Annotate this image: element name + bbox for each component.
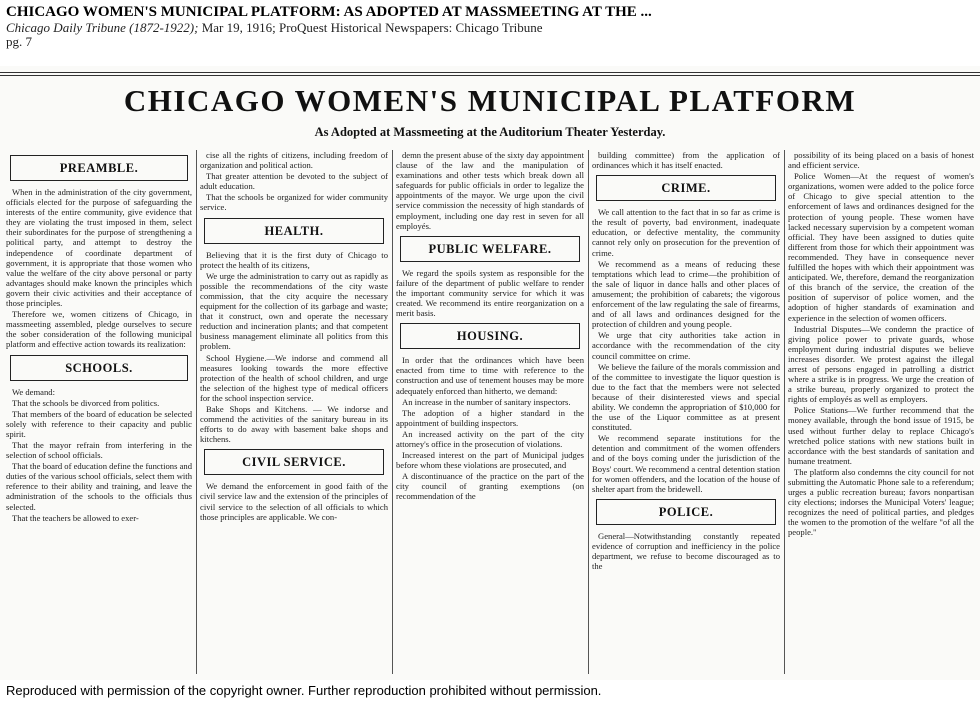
article-paragraph: That the teachers be allowed to exer- bbox=[12, 512, 139, 523]
article-paragraph: We recommend separate institutions for the detention and commitment of the women offenders and of the boys coming under the jurisdiction of the Boys' court. We recommend a central detention station for women offenders, and the location of the house of shelter apart from the bridewell. bbox=[592, 433, 780, 494]
article-paragraph: The adoption of a higher standard in the appointment of building inspectors. bbox=[396, 407, 584, 428]
section-heading: PUBLIC WELFARE. bbox=[400, 236, 580, 262]
article-paragraph: cise all the rights of citizens, including freedom of organization and political action. bbox=[200, 150, 388, 171]
article-paragraph: The platform also condemns the city council for not submitting the Automatic Phone sale to a referendum; urges a public recreation bureau; favors nonpartisan city elections; indorses the Municipal Voters' league; recognizes the need of political parties, and pledges the women to the promotion of the welfare "of all the people." bbox=[788, 466, 974, 538]
article-paragraph: Therefore we, women citizens of Chicago, in massmeeting assembled, pledge ourselves to secure the sober consideration of the following municipal platform and effective action towards its realization: bbox=[6, 309, 192, 350]
article-headline: CHICAGO WOMEN'S MUNICIPAL PLATFORM bbox=[123, 83, 857, 118]
top-rule-thin bbox=[0, 75, 980, 76]
section-heading: HOUSING. bbox=[400, 323, 580, 349]
article-paragraph: In order that the ordinances which have been enacted from time to time with reference to the construction and use of tenement houses may be more adequately enforced than hitherto, we demand: bbox=[396, 355, 584, 396]
column-divider bbox=[588, 150, 589, 674]
citation-header bbox=[6, 4, 966, 49]
article-paragraph: Industrial Disputes—We condemn the practice of giving police power to private guards, whose employment during industrial disputes we believe increases disorder. We protest against the illegal arrest of persons engaged in patrolling a district where a strike is in progress. We urge the creation of a strike bureau, properly organized to protect the rights of employés as well as employers. bbox=[788, 323, 974, 405]
column-divider bbox=[196, 150, 197, 674]
citation-title: CHICAGO WOMEN'S MUNICIPAL PLATFORM: AS ADOPTED AT MASSMEETING AT THE ... bbox=[6, 4, 652, 20]
article-paragraph: We believe the failure of the morals commission and of the committee to investigate the liquor question is due to the fact that the members were not selected because of their disinterested views and special ability. We condemn the appropriation of $10,000 for the use of the Liquor committee as at present constituted. bbox=[592, 361, 780, 433]
article-paragraph: We recommend as a means of reducing these temptations which lead to crime—the prohibition of the sale of liquor in dance halls and other places of amusement; the prohibition of cabarets; the vigorous enforcement of the law regulating the sale of firearms, and of all laws and ordinances designed for the protection of children and young people. bbox=[592, 258, 780, 330]
article-column-3 bbox=[396, 150, 584, 674]
article-paragraph: That members of the board of education be selected solely with reference to their capacity and public spirit. bbox=[6, 408, 192, 439]
article-paragraph: Believing that it is the first duty of Chicago to protect the health of its citizens, bbox=[200, 249, 388, 270]
section-heading: POLICE. bbox=[596, 499, 776, 525]
copyright-notice: Reproduced with permission of the copyright owner. Further reproduction prohibited without permission. bbox=[6, 683, 602, 698]
article-paragraph: That greater attention be devoted to the subject of adult education. bbox=[200, 171, 388, 192]
article-paragraph: building committee) from the application of ordinances which it has itself enacted. bbox=[592, 150, 780, 171]
article-paragraph: General—Notwithstanding constantly repeated evidence of corruption and inefficiency in the police department, we refuse to become discouraged as to the bbox=[592, 530, 780, 572]
citation-source bbox=[6, 21, 966, 35]
article-paragraph: That the mayor refrain from interfering in the selection of school officials. bbox=[6, 439, 192, 461]
article-paragraph: School Hygiene.—We indorse and commend all measures looking towards the more effective protection of the health of school children, and urge the selection of the highest type of medical officers for the school inspection service. bbox=[200, 352, 388, 403]
article-paragraph: We urge the administration to carry out as rapidly as possible the recommendations of the city waste commission, that the city acquire the necessary equipment for the collection of its garbage and waste; that it construct, own and operate the necessary reduction and incineration plants; and that competent business management eliminate all politics from this problem. bbox=[200, 270, 388, 352]
article-column-4 bbox=[592, 150, 780, 674]
article-paragraph: We urge that city authorities take action in accordance with the recommendation of the city council committee on crime. bbox=[592, 330, 780, 361]
top-rule bbox=[0, 72, 980, 73]
article-paragraph: We regard the spoils system as responsible for the failure of the department of public welfare to render the important community service for which it was created. We recommend its entire reorganization on a merit basis. bbox=[396, 267, 584, 319]
article-paragraph: possibility of its being placed on a basis of honest and efficient service. bbox=[788, 150, 974, 171]
article-subhead: As Adopted at Massmeeting at the Auditorium Theater Yesterday. bbox=[314, 125, 666, 139]
section-heading: HEALTH. bbox=[204, 218, 384, 244]
citation-page: pg. 7 bbox=[6, 34, 32, 49]
section-heading: SCHOOLS. bbox=[10, 355, 188, 381]
article-paragraph: Police Women—At the request of women's organizations, women were added to the police force of Chicago to give special attention to the enforcement of laws and ordinances designed for the protection of young people. These women have lacked necessary supervision by a competent woman official. They have been assigned to duties quite different from those for which their appointment was recommended. They have in consequence never fulfilled the hopes with which their appointment was anticipated. We, therefore, demand the reorganization of this branch of the service, the creation of the position of supervisor of police women, and the adoption of higher standards of examination and experience in the selection of women officers. bbox=[788, 171, 974, 323]
article-paragraph: Increased interest on the part of Municipal judges before whom these violations are prosecuted, and bbox=[396, 450, 584, 471]
article-paragraph: We demand: bbox=[12, 386, 55, 397]
section-heading: PREAMBLE. bbox=[10, 155, 188, 181]
article-paragraph: Bake Shops and Kitchens. — We indorse and commend the activities of the sanitary bureau in its efforts to do away with basement bake shops and kitchens. bbox=[200, 403, 388, 445]
article-column-5 bbox=[788, 150, 974, 674]
citation-source-rest: Mar 19, 1916; ProQuest Historical Newspapers: Chicago Tribune bbox=[198, 20, 543, 35]
column-divider bbox=[784, 150, 785, 674]
article-paragraph: We call attention to the fact that in so far as crime is the result of poverty, bad environment, inadequate education, or defective mentality, the community cannot rely only on prosecution for the prevention of crime. bbox=[592, 207, 780, 258]
article-paragraph: That the schools be divorced from politics. bbox=[12, 397, 160, 408]
article-paragraph: That the board of education define the functions and duties of the various school officials, select them with reference to their ability and training, and leave the administration of the schools to the officials thus selected. bbox=[6, 461, 192, 512]
section-heading: CRIME. bbox=[596, 175, 776, 201]
article-column-1 bbox=[6, 150, 192, 674]
article-paragraph: A discontinuance of the practice on the part of the city council of granting exemptions (on recommendation of the bbox=[396, 471, 584, 502]
article-paragraph: demn the present abuse of the sixty day appointment clause of the law and the manipulation of examinations and other tests which break down all safeguards for public officials in order to legalize the appointments of the mayor. We urge upon the civil service commission the necessity of high standards of employment, including one day rest in seven for all employés. bbox=[396, 150, 584, 231]
citation-source-italic: Chicago Daily Tribune (1872-1922); bbox=[6, 20, 199, 35]
article-column-2 bbox=[200, 150, 388, 674]
article-paragraph: We demand the enforcement in good faith of the civil service law and the extension of the principles of civil service to the selection of all officials to which those principles are applicable. We con- bbox=[200, 481, 388, 522]
article-paragraph: When in the administration of the city government, officials elected for the purpose of safeguarding the interests of the entire community, give evidence that they are violating the trust imposed in them, select their subordinates for the purpose of strengthening a political party, and attempt to destroy the independence of coordinate department of government, it is appropriate that those women who value the welfare of the city above personal or party advantages should make known the principles which govern their civic activities and their acceptance of those principles. bbox=[6, 187, 192, 309]
section-heading: CIVIL SERVICE. bbox=[204, 449, 384, 475]
article-paragraph: An increased activity on the part of the city attorney's office in the prosecution of violations. bbox=[396, 428, 584, 449]
article-paragraph: Police Stations—We further recommend that the money available, through the bond issue of 1915, be used without further delay to replace Chicago's wretched police stations with new stations built in accordance with the best standards of sanitation and humane treatment. bbox=[788, 405, 974, 466]
article-paragraph: That the schools be organized for wider community service. bbox=[200, 192, 388, 213]
article-paragraph: An increase in the number of sanitary inspectors. bbox=[402, 396, 571, 407]
column-divider bbox=[392, 150, 393, 674]
